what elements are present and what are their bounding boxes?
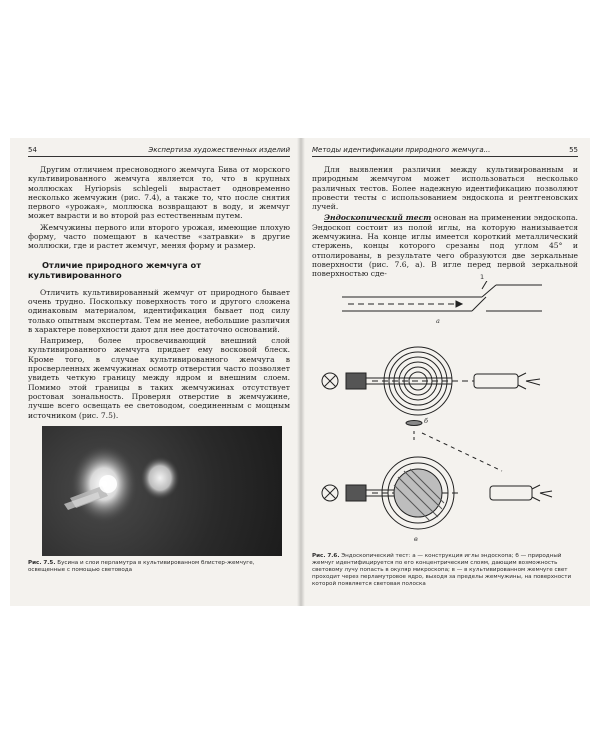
paragraph	[312, 213, 578, 278]
running-title: Экспертиза художественных изделий	[148, 146, 290, 154]
caption-text: Бусина и слои перламутра в культивированном блистер-жемчуге, освещенные с помощью световода	[28, 559, 255, 573]
fig-label-b: б	[424, 416, 428, 425]
running-head	[28, 146, 290, 157]
section-heading: Отличие природного жемчуга от культивированного	[28, 259, 202, 280]
paragraph: Жемчужины первого или второго урожая, имеющие плохую форму, часто помещают в качестве «затравки» в другие моллюски, где и растет жемчуг, меняя форму и размер.	[28, 222, 290, 251]
paragraph: Отличить культивированный жемчуг от природного бывает очень трудно. Поскольку поверхность того и другого сложена одинаковым материалом, идентификация бывает под силу только опытным экспертам. Тем не менее, небольшие различия в характере поверхности дают для нее достаточно оснований.	[28, 287, 290, 334]
fig-label-c: в	[414, 534, 418, 543]
term-endoscope-test: Эндоскопический тест	[324, 213, 432, 223]
needle-part-label: 1	[480, 272, 485, 281]
paragraph: Для выявления различия между культивированным и природным жемчугом может использоваться несколько различных тестов. Более надежную идентификацию позволяют провести тесты с использованием эндоскопа и рентгеновских лучей.	[312, 165, 578, 212]
figure-caption	[312, 553, 578, 588]
caption-label: Рис. 7.5.	[28, 559, 56, 566]
fig-label-a: а	[436, 316, 440, 325]
caption-label: Рис. 7.6.	[312, 552, 340, 559]
page-number: 55	[569, 146, 578, 154]
page-number: 54	[28, 146, 37, 154]
left-page	[28, 146, 290, 574]
running-head	[312, 146, 578, 157]
figure-caption	[28, 560, 290, 574]
pearl-photo	[42, 426, 282, 556]
endoscope-diagram	[312, 272, 578, 549]
right-page	[312, 146, 578, 588]
paragraph: Например, более просвечивающий внешний слой культивированного жемчуга придает ему восковой блеск. Кроме того, в случае культивированного жемчуга в просверленных жемчужинах осмотр отверстия часто позволяет увидеть четкую границу между ядром и внешним слоем. Помимо этой границы в таких жемчужинах отсутствует ростовая зональность. Проверяя отверстие в жемчужине, лучше всего освещать ее световодом, соединенным с мощным источником (рис. 7.5).	[28, 336, 290, 420]
paragraph-text: основан на применении эндоскопа. Эндоскоп состоит из полой иглы, на которую нанизывается жемчужина. На конце иглы имеется короткий металлический стержень, концы которого срезаны под углом 45° и отполированы, в результате чего образуются две зеркальные поверхности (рис. 7.6, а). В игле перед первой зеркальной поверхностью сде-	[312, 213, 578, 279]
paragraph: Другим отличием пресноводного жемчуга Бива от морского культивированного жемчуга является то, что в крупных моллюсках Hyriopsis schlegeli вырастает одновременно несколько жемчужин (рис. 7.4), а также то, что после снятия первого «урожая», моллюска возвращают в воду, и жемчуг может вырасти и во второй раз естественным путем.	[28, 165, 290, 221]
caption-text: Эндоскопический тест: а — конструкция иглы эндоскопа; б — природный жемчуг идентифицируется по его концентрическим слоям, дающим возможность световому лучу попасть в окуляр микроскопа; в — в культивированном жемчуге свет проходит через перламутровое ядро, выходя за пределы жемчужины, на поверхности которой появляется световая полоска	[312, 552, 572, 587]
running-title: Методы идентификации природного жемчуга...	[312, 146, 491, 154]
book-gutter	[297, 138, 305, 606]
